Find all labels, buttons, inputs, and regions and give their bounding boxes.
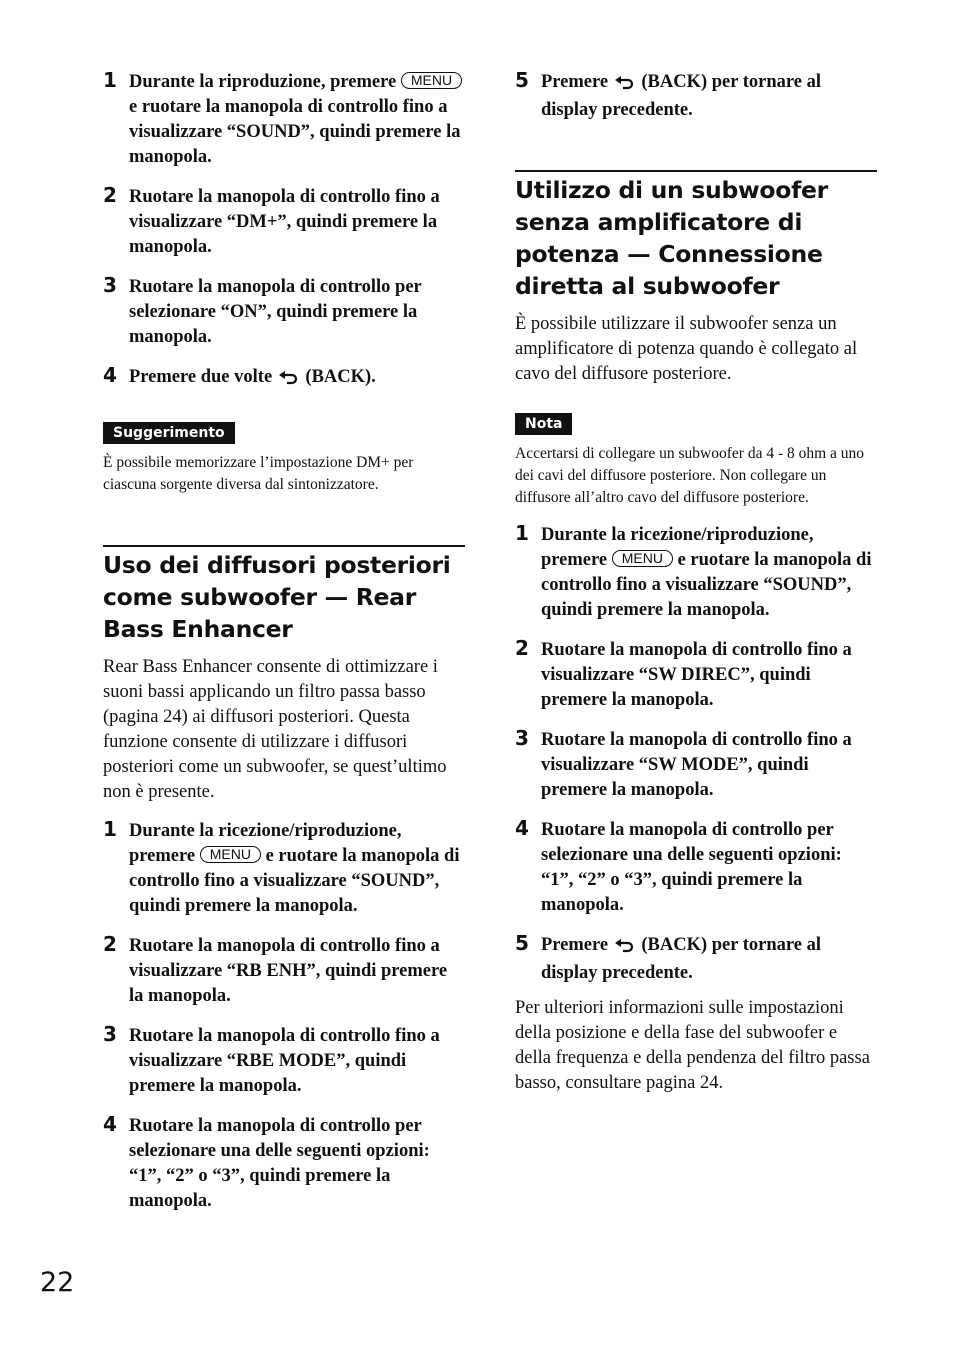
- step-text: Ruotare la manopola di controllo fino a visualizzare “RBE MODE”, quindi premere la manopola.: [129, 1026, 440, 1096]
- step: [515, 818, 877, 918]
- step-number: 2: [103, 932, 117, 956]
- page-number: 22: [40, 1267, 75, 1298]
- menu-key: MENU: [612, 550, 673, 567]
- section-divider: [515, 170, 877, 172]
- section-divider: [103, 545, 465, 547]
- step-number: 3: [103, 1022, 117, 1046]
- menu-key: MENU: [401, 72, 462, 89]
- step: [103, 185, 465, 260]
- step-text: Ruotare la manopola di controllo fino a visualizzare “RB ENH”, quindi premere la manopola.: [129, 936, 448, 1006]
- step: [515, 638, 877, 713]
- menu-key: MENU: [200, 846, 261, 863]
- right-column: [515, 70, 877, 1110]
- step-text: Ruotare la manopola di controllo per selezionare una delle seguenti opzioni: “1”, “2” o “3”, quindi premere la manopola.: [541, 820, 842, 915]
- step-text: Durante la ricezione/riproduzione, premere MENU e ruotare la manopola di controllo fino a visualizzare “SOUND”, quindi premere la manopola.: [129, 821, 460, 916]
- step-text: Ruotare la manopola di controllo fino a visualizzare “SW DIREC”, quindi premere la manopola.: [541, 640, 852, 710]
- closing-paragraph: Per ulteriori informazioni sulle impostazioni della posizione e della fase del subwoofer e della frequenza e della pendenza del filtro passa basso, consultare pagina 24.: [515, 998, 870, 1093]
- step-number: 2: [515, 636, 529, 660]
- step-text: Ruotare la manopola di controllo fino a visualizzare “SW MODE”, quindi premere la manopola.: [541, 730, 852, 800]
- step-number: 1: [103, 817, 117, 841]
- step-number: 3: [103, 273, 117, 297]
- tip-text: È possibile memorizzare l’impostazione DM+ per ciascuna sorgente diversa dal sintonizzatore.: [103, 454, 414, 493]
- step: [515, 728, 877, 803]
- step-text: Premere (BACK) per tornare al display precedente.: [541, 935, 822, 983]
- step: [515, 70, 877, 123]
- step: [103, 934, 465, 1009]
- step-text: Ruotare la manopola di controllo per selezionare “ON”, quindi premere la manopola.: [129, 277, 422, 347]
- step-text: Ruotare la manopola di controllo per selezionare una delle seguenti opzioni: “1”, “2” o “3”, quindi premere la manopola.: [129, 1116, 430, 1211]
- step: [515, 933, 877, 986]
- step: [103, 70, 465, 170]
- tip-badge: Suggerimento: [103, 422, 235, 444]
- back-arrow-icon: [615, 936, 635, 961]
- step: [103, 275, 465, 350]
- back-arrow-icon: [615, 73, 635, 98]
- step-number: 5: [515, 931, 529, 955]
- back-arrow-icon: [279, 368, 299, 393]
- step-text: Premere due volte (BACK).: [129, 365, 465, 393]
- step: [103, 365, 465, 393]
- note-text: Accertarsi di collegare un subwoofer da 4 - 8 ohm a uno dei cavi del diffusore posteriore. Non collegare un diffusore all’altro cavo del diffusore posteriore.: [515, 445, 865, 506]
- step-number: 1: [515, 521, 529, 545]
- section-heading: Utilizzo di un subwoofer senza amplificatore di potenza — Connessione diretta al subwoofer: [515, 176, 828, 300]
- step-text: Ruotare la manopola di controllo fino a visualizzare “DM+”, quindi premere la manopola.: [129, 187, 440, 257]
- step-text: Durante la riproduzione, premere MENU e ruotare la manopola di controllo fino a visualizzare “SOUND”, quindi premere la manopola.: [129, 72, 461, 167]
- section-heading: Uso dei diffusori posteriori come subwoofer — Rear Bass Enhancer: [103, 551, 451, 643]
- note-badge: Nota: [515, 413, 572, 435]
- step-number: 1: [103, 68, 117, 92]
- step: [103, 819, 465, 919]
- step-number: 4: [103, 1112, 117, 1136]
- step-number: 4: [515, 816, 529, 840]
- step-number: 3: [515, 726, 529, 750]
- step: [515, 523, 877, 623]
- step: [103, 1024, 465, 1099]
- left-column: [103, 70, 465, 1229]
- step-number: 4: [103, 363, 117, 387]
- section-paragraph: È possibile utilizzare il subwoofer senza un amplificatore di potenza quando è collegato al cavo del diffusore posteriore.: [515, 314, 858, 384]
- step-number: 2: [103, 183, 117, 207]
- step: [103, 1114, 465, 1214]
- section-paragraph: Rear Bass Enhancer consente di ottimizzare i suoni bassi applicando un filtro passa basso (pagina 24) ai diffusori posteriori. Questa funzione consente di utilizzare i diffusori posteriori come un subwoofer, se quest’ultimo non è presente.: [103, 657, 447, 802]
- step-text: Durante la ricezione/riproduzione, premere MENU e ruotare la manopola di controllo fino a visualizzare “SOUND”, quindi premere la manopola.: [541, 525, 872, 620]
- step-number: 5: [515, 68, 529, 92]
- step-text: Premere (BACK) per tornare al display precedente.: [541, 72, 822, 120]
